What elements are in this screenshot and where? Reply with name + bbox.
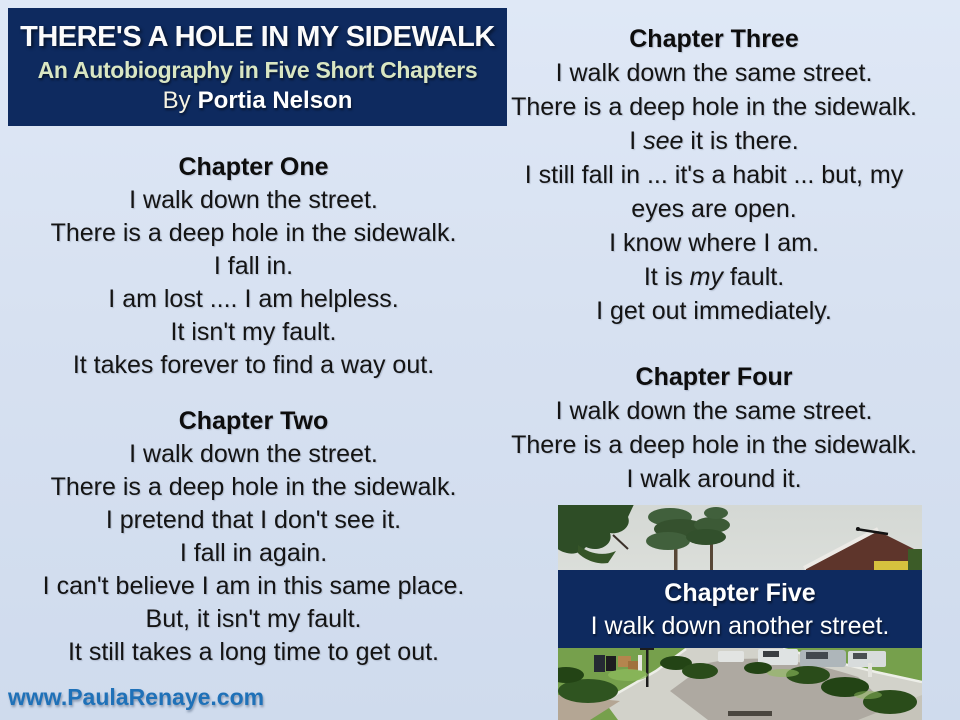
chapter-title: Chapter Three (629, 25, 799, 53)
street-photo (558, 505, 922, 720)
chapter-title: Chapter Four (635, 363, 793, 391)
chapter-one (2, 151, 505, 382)
chapter-title: Chapter Five (664, 579, 816, 607)
poem-line: I pretend that I don't see it. (105, 506, 402, 534)
poem-line: There is a deep hole in the sidewalk. (511, 431, 917, 459)
poem-line: I walk down the street. (129, 440, 378, 468)
chapter-body (558, 609, 922, 643)
poem-line: It isn't my fault. (170, 318, 337, 346)
title-box (8, 8, 507, 126)
poem-line: I know where I am. (609, 229, 819, 257)
chapter-body (468, 56, 960, 328)
poem-line: But, it isn't my fault. (145, 605, 362, 633)
chapter-four (468, 360, 960, 496)
poem-line: I walk down the street. (129, 186, 378, 214)
chapter-five-overlay (558, 570, 922, 648)
website-url: www.PaulaRenaye.com (8, 684, 265, 710)
chapter-title: Chapter Two (178, 407, 329, 435)
chapter-three (468, 22, 960, 328)
chapter-body (468, 394, 960, 496)
poem-line: There is a deep hole in the sidewalk. (511, 93, 917, 121)
poem-line: I walk down the same street. (555, 397, 873, 425)
poem-line: It takes forever to find a way out. (72, 351, 435, 379)
author-name: Portia Nelson (197, 86, 353, 114)
poem-line: I still fall in ... it's a habit ... but, my (524, 161, 904, 189)
poem-line: I walk around it. (626, 465, 802, 493)
poem-line: I can't believe I am in this same place. (42, 572, 465, 600)
page-title: THERE'S A HOLE IN MY SIDEWALK (20, 20, 495, 53)
poem-line: I get out immediately. (596, 297, 832, 325)
poem-line: I walk down another street. (590, 612, 890, 640)
poem-line: I fall in. (213, 252, 294, 280)
subtitle: An Autobiography in Five Short Chapters (37, 56, 478, 83)
poem-line: It is my fault. (643, 263, 785, 291)
byline-prefix: By (162, 86, 191, 114)
chapter-two (2, 405, 505, 669)
poem-line: I see it is there. (629, 127, 799, 155)
poem-line: I walk down the same street. (555, 59, 873, 87)
poem-line: I fall in again. (179, 539, 328, 567)
chapter-body (2, 438, 505, 669)
chapter-body (2, 184, 505, 382)
poem-line: It still takes a long time to get out. (67, 638, 440, 666)
poem-line: I am lost .... I am helpless. (108, 285, 399, 313)
byline (8, 85, 507, 116)
poem-line: eyes are open. (631, 195, 797, 223)
poem-line: There is a deep hole in the sidewalk. (50, 219, 457, 247)
chapter-title: Chapter One (178, 153, 329, 181)
poem-line: There is a deep hole in the sidewalk. (50, 473, 457, 501)
